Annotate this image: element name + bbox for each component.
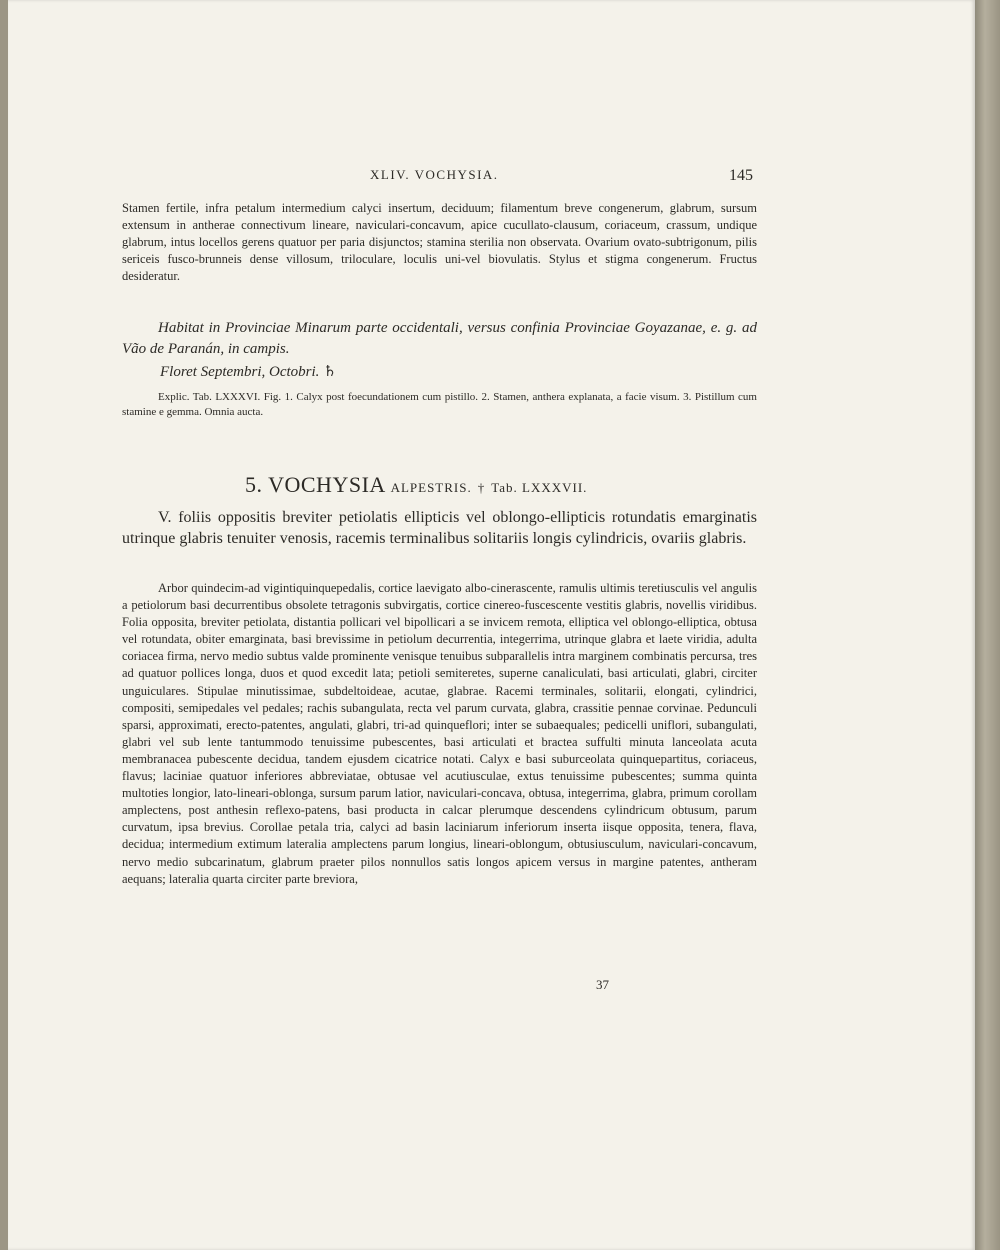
species-title xyxy=(245,472,765,498)
description-paragraph: Arbor quindecim-ad vigintiquinquepedalis, cortice laevigato albo-cinerascente, ramulis ultimis teretiusculis vel angulis a petiolorum basi decurrentibus obsolete tetragonis subvirgatis, cortice cinereo-fuscescente vestitis glabris, novellis viridibus. Folia opposita, breviter petiolata, distantia pollicari vel bipollicari a se invicem remota, elliptica vel oblongo-elliptica, obtusa vel rotundata, obiter emarginata, basi brevissime in petiolum decurrentia, integerrima, utrinque glabra et laete viridia, adulta coriacea firma, nervo medio subtus valde prominente venisque tenuibus subparallelis intra marginem combinatis percursa, tres ad quatuor pollices longa, duos et quod excedit lata; petioli semiteretes, superne canaliculati, basi articulati, glabri, circiter unguiculares. Stipulae minutissimae, subdeltoideae, acutae, glabrae. Racemi terminales, solitarii, elongati, cylindrici, compositi, semipedales vel pedales; rachis subangulata, recta vel parum curvata, glabra, crassitie pennae corvinae. Pedunculi sparsi, approximati, erecto-patentes, angulati, glabri, tri-ad quinqueflori; inter se subaequales; pedicelli uniflori, subangulati, glabri vel sub lente tantummodo tenuissime pubescentes, basi articulati et bractea suffulti minuta lanceolata acuta membranacea pubescente decidua, tandem ejusdem cicatrice notati. Calyx e basi suburceolata quinquepartitus, coriaceus, flavus; laciniae quatuor inferiores abbreviatae, obtusae vel acutiusculae, extus tenuissime pubescentes; summa quinta multoties longior, lato-lineari-oblonga, sursum parum latior, naviculari-concava, obtusa, integerrima, glabra, primum corollam amplectens, post anthesin reflexo-patens, basi producta in calcar plerumque descendens cylindricum obtusum, parum curvatum, ipsa brevius. Corollae petala tria, calyci ad basin laciniarum inferiorum inserta iisque opposita, tenera, flava, decidua; intermedium extimum lateralia amplectens parum longius, lineari-oblongum, obtusiusculum, naviculari-concavum, nervo medio subcarinatum, glabrum praeter pilos nonnullos satis longos apicem versus in margine patentes, antheram aequans; lateralia quarta circiter parte breviora, xyxy=(122,581,757,886)
species-epithet: ALPESTRIS. xyxy=(390,480,472,495)
page-number: 145 xyxy=(729,167,753,184)
species-number-name: 5. VOCHYSIA xyxy=(245,472,385,497)
dagger-symbol: † xyxy=(477,480,486,495)
explicatio-paragraph: Explic. Tab. LXXXVI. Fig. 1. Calyx post foecundationem cum pistillo. 2. Stamen, anthera explanata, a facie visum. 3. Pistillum cum stamine e gemma. Omnia aucta. xyxy=(122,391,757,418)
stamen-paragraph: Stamen fertile, infra petalum intermedium calyci insertum, deciduum; filamentum breve congenerum, glabrum, sursum extensum in antherae connectivum lineare, naviculari-concavum, apice cucullato-clausum, coriaceum, crassum, undique glabrum, intus locellos gerens quatuor per paria disjunctos; stamina sterilia non observata. Ovarium ovato-subtrigonum, pilis sericeis fusco-brunneis dense villosum, triloculare, loculis uni-vel biovulatis. Stylus et stigma congenerum. Fructus desideratur. xyxy=(122,201,757,284)
page-right-edge xyxy=(975,0,1000,1250)
diagnosis-paragraph: V. foliis oppositis breviter petiolatis ellipticis vel oblongo-ellipticis rotundatis emarginatis utrinque glabris tenuiter venosis, racemis terminalibus solitariis longis cylindricis, ovariis glabris. xyxy=(122,509,757,547)
habitat-paragraph: Habitat in Provinciae Minarum parte occidentali, versus confinia Provinciae Goyazanae, e. g. ad Vão de Paranán, in campis. xyxy=(122,320,757,357)
running-title: XLIV. VOCHYSIA. xyxy=(370,167,499,182)
signature-mark: 37 xyxy=(596,977,609,992)
running-header xyxy=(370,167,753,184)
plate-reference: Tab. LXXXVII. xyxy=(491,480,588,495)
floret-line: Floret Septembri, Octobri. ♄ xyxy=(160,364,337,380)
page-left-edge xyxy=(0,0,8,1250)
